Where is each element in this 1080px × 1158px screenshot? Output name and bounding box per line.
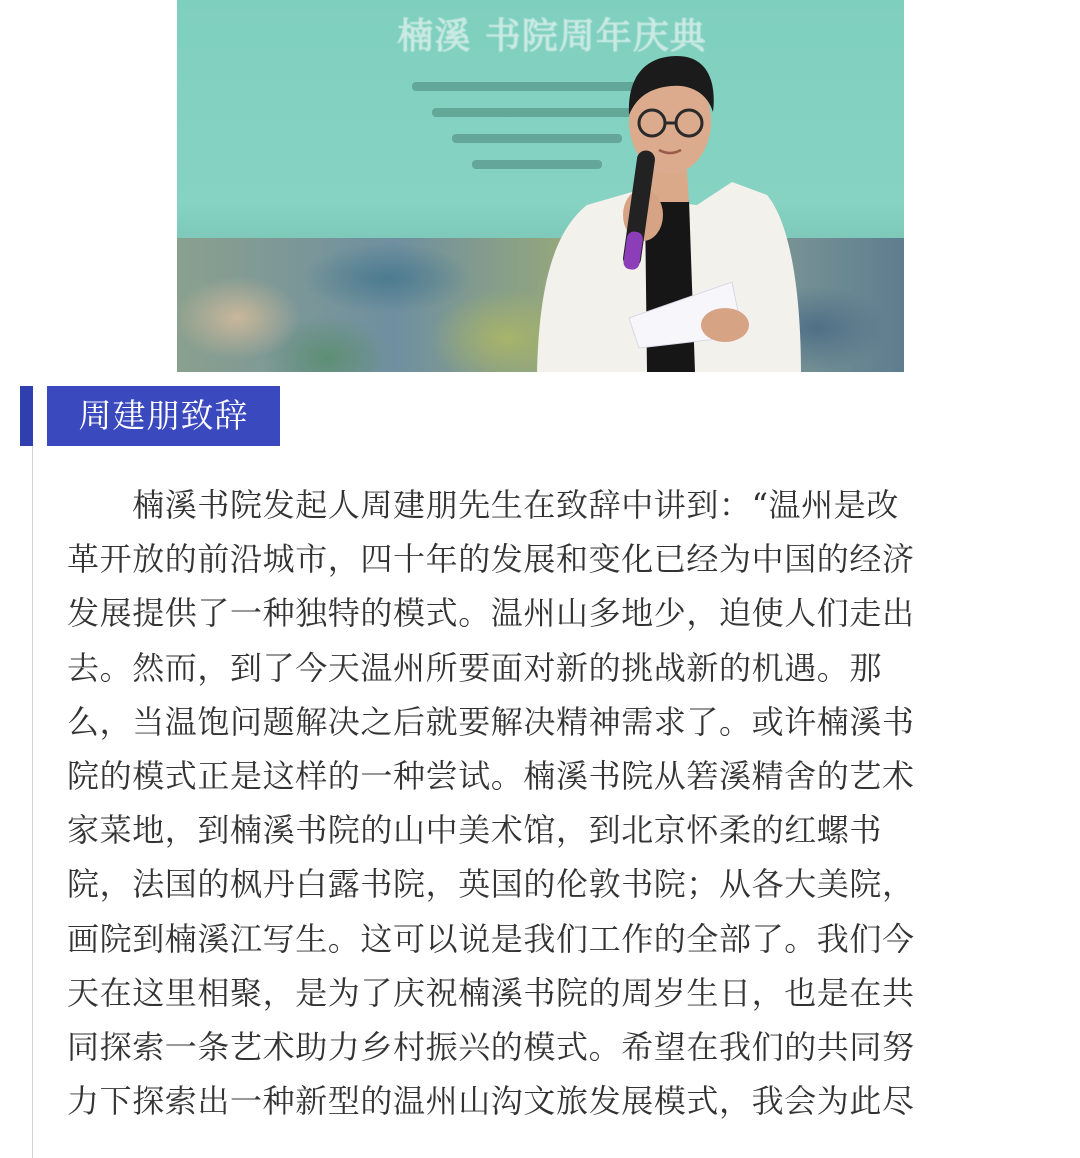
paragraph-line: 家菜地，到楠溪书院的山中美术馆，到北京怀柔的红螺书 <box>67 811 883 850</box>
paragraph-line: 楠溪书院发起人周建朋先生在致辞中讲到：“温州是改 <box>67 486 899 524</box>
paragraph-line: 发展提供了一种独特的模式。温州山多地少，迫使人们走出 <box>67 594 915 633</box>
paragraph-line: 革开放的前沿城市，四十年的发展和变化已经为中国的经济 <box>67 540 915 579</box>
paragraph-line: 去。然而，到了今天温州所要面对新的挑战新的机遇。那 <box>67 648 883 687</box>
paragraph-line: 画院到楠溪江写生。这可以说是我们工作的全部了。我们今 <box>67 919 915 958</box>
paragraph-line: 院，法国的枫丹白露书院，英国的伦敦书院；从各大美院， <box>67 865 915 904</box>
paragraph-line: 力下探索出一种新型的温州山沟文旅发展模式，我会为此尽 <box>67 1082 915 1121</box>
speaker-figure <box>177 0 904 372</box>
paragraph-line: 同探索一条艺术助力乡村振兴的模式。希望在我们的共同努 <box>67 1028 915 1067</box>
section-heading: 周建朋致辞 <box>47 386 280 446</box>
paragraph-line: 院的模式正是这样的一种尝试。楠溪书院从箬溪精舍的艺术 <box>67 757 915 796</box>
paragraph-line: 天在这里相聚，是为了庆祝楠溪书院的周岁生日，也是在共 <box>67 973 915 1012</box>
article-body <box>67 478 1017 1128</box>
heading-accent-bar <box>20 386 33 446</box>
banner-title: 楠溪 书院周年庆典 <box>397 15 707 57</box>
section-left-rule <box>32 446 33 1158</box>
speaker-photo <box>177 0 904 372</box>
paragraph-line: 么，当温饱问题解决之后就要解决精神需求了。或许楠溪书 <box>67 702 915 741</box>
